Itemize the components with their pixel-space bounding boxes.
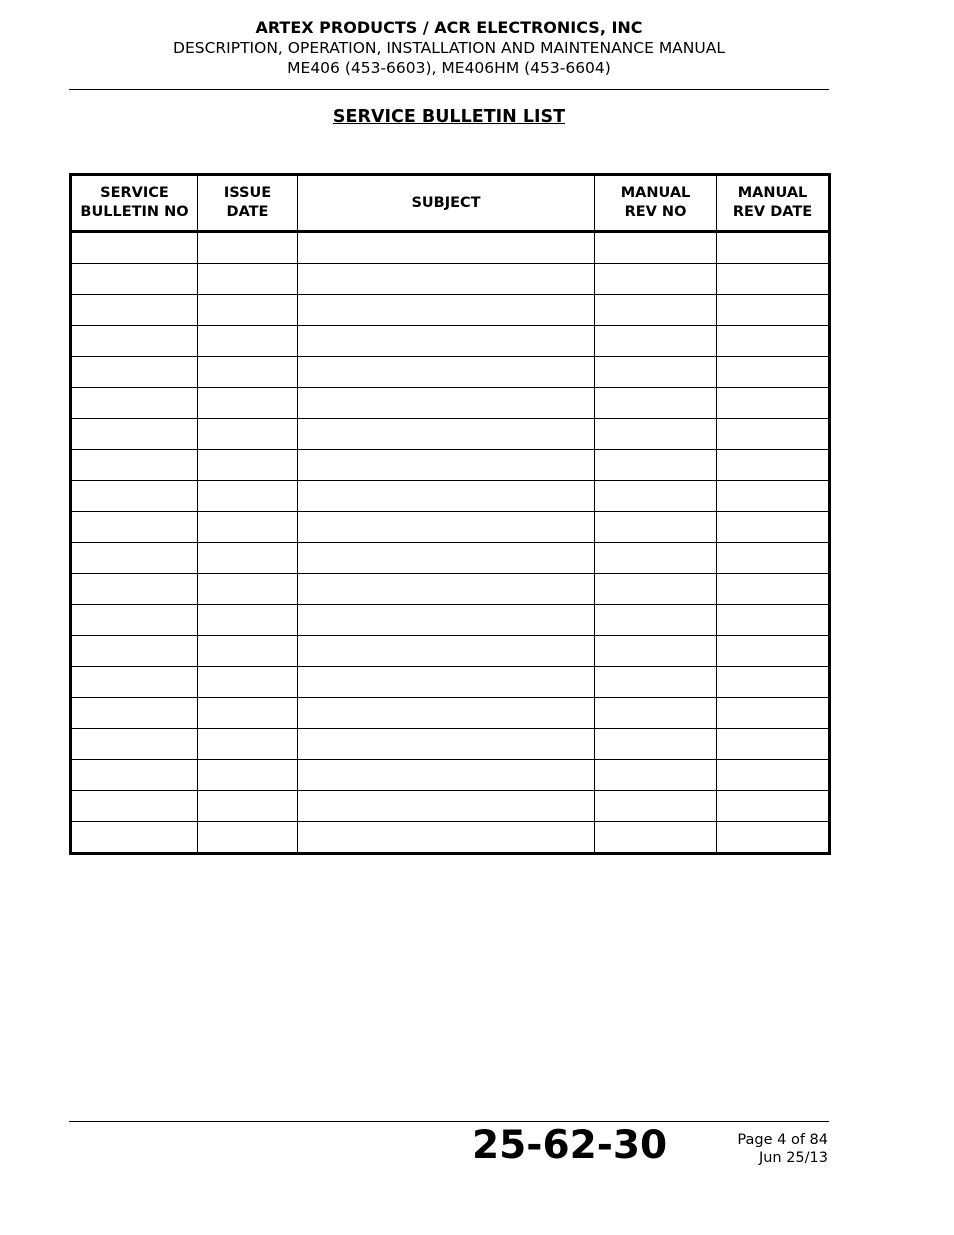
table-cell [595, 698, 717, 729]
table-cell [717, 357, 830, 388]
table-cell [717, 698, 830, 729]
table-cell [71, 698, 198, 729]
table-cell [71, 822, 198, 854]
table-cell [298, 419, 595, 450]
service-bulletin-table [69, 173, 831, 855]
table-cell [717, 760, 830, 791]
table-cell [595, 450, 717, 481]
table-cell [71, 419, 198, 450]
table-cell [595, 357, 717, 388]
revision-date: Jun 25/13 [758, 1150, 828, 1166]
table-cell [717, 512, 830, 543]
table-cell [717, 667, 830, 698]
table-cell [595, 512, 717, 543]
table-cell [298, 481, 595, 512]
table-cell [198, 388, 298, 419]
table-cell [717, 729, 830, 760]
table-cell [717, 419, 830, 450]
table-cell [198, 729, 298, 760]
table-cell [595, 543, 717, 574]
column-header-manual-rev-no: MANUAL REV NO [595, 175, 717, 232]
table-cell [595, 264, 717, 295]
table-cell [595, 605, 717, 636]
column-header-issue-date: ISSUE DATE [198, 175, 298, 232]
table-cell [198, 698, 298, 729]
table-cell [717, 264, 830, 295]
table-cell [298, 667, 595, 698]
table-cell [298, 760, 595, 791]
table-row [71, 791, 830, 822]
table-cell [717, 326, 830, 357]
table-cell [198, 636, 298, 667]
table-cell [198, 481, 298, 512]
table-cell [198, 295, 298, 326]
table-cell [71, 791, 198, 822]
table-cell [71, 636, 198, 667]
table-row [71, 357, 830, 388]
table-cell [717, 822, 830, 854]
table-cell [71, 450, 198, 481]
column-header-subject: SUBJECT [298, 175, 595, 232]
table-cell [298, 605, 595, 636]
table-cell [595, 295, 717, 326]
table-cell [595, 822, 717, 854]
table-row [71, 232, 830, 264]
table-row [71, 574, 830, 605]
table-cell [298, 574, 595, 605]
manual-title: DESCRIPTION, OPERATION, INSTALLATION AND MAINTENANCE MANUAL [173, 39, 725, 57]
table-cell [298, 326, 595, 357]
table-row [71, 419, 830, 450]
table-cell [198, 822, 298, 854]
table-cell [298, 543, 595, 574]
table-cell [717, 481, 830, 512]
document-header [0, 18, 898, 78]
document-number: 25-62-30 [472, 1123, 668, 1168]
table-cell [298, 450, 595, 481]
table-cell [198, 512, 298, 543]
table-row [71, 388, 830, 419]
table-cell [717, 543, 830, 574]
table-cell [71, 760, 198, 791]
table-row [71, 450, 830, 481]
table-cell [198, 450, 298, 481]
table-cell [71, 481, 198, 512]
table-row [71, 605, 830, 636]
table-cell [71, 232, 198, 264]
table-cell [717, 450, 830, 481]
table-cell [198, 419, 298, 450]
table-cell [71, 543, 198, 574]
table-row [71, 264, 830, 295]
table-cell [595, 729, 717, 760]
header-divider [69, 89, 829, 90]
table-cell [71, 326, 198, 357]
column-header-service-bulletin-no: SERVICE BULLETIN NO [71, 175, 198, 232]
table-cell [717, 388, 830, 419]
table-cell [717, 791, 830, 822]
footer-divider [69, 1121, 829, 1122]
table-cell [71, 264, 198, 295]
table-cell [595, 760, 717, 791]
table-cell [71, 295, 198, 326]
page-title: SERVICE BULLETIN LIST [332, 107, 566, 127]
table-cell [717, 295, 830, 326]
table-cell [198, 264, 298, 295]
table-row [71, 636, 830, 667]
table-cell [298, 636, 595, 667]
table-cell [298, 822, 595, 854]
table-row [71, 760, 830, 791]
table-row [71, 729, 830, 760]
table-row [71, 543, 830, 574]
table-cell [298, 295, 595, 326]
table-cell [298, 388, 595, 419]
table-row [71, 667, 830, 698]
table-cell [198, 667, 298, 698]
table-cell [595, 636, 717, 667]
table-cell [198, 232, 298, 264]
table-cell [717, 574, 830, 605]
table-cell [198, 791, 298, 822]
table-cell [595, 791, 717, 822]
table-cell [71, 667, 198, 698]
table-cell [717, 232, 830, 264]
table-row [71, 295, 830, 326]
table-cell [595, 232, 717, 264]
table-row [71, 326, 830, 357]
table-cell [71, 574, 198, 605]
table-cell [595, 574, 717, 605]
table-cell [298, 512, 595, 543]
table-cell [198, 543, 298, 574]
table-cell [717, 605, 830, 636]
column-header-manual-rev-date: MANUAL REV DATE [717, 175, 830, 232]
page-info [737, 1131, 828, 1167]
table-cell [198, 357, 298, 388]
page-number: Page 4 of 84 [737, 1132, 828, 1148]
table-cell [198, 574, 298, 605]
table-cell [71, 388, 198, 419]
table-row [71, 481, 830, 512]
table-cell [298, 791, 595, 822]
table-row [71, 698, 830, 729]
table-cell [595, 419, 717, 450]
table-cell [198, 760, 298, 791]
table-cell [198, 326, 298, 357]
table-row [71, 822, 830, 854]
table-cell [595, 481, 717, 512]
table-body [71, 232, 830, 854]
table-cell [71, 605, 198, 636]
table-header-row [71, 175, 830, 232]
table-row [71, 512, 830, 543]
table-cell [298, 232, 595, 264]
table-cell [717, 636, 830, 667]
table-cell [595, 326, 717, 357]
table-cell [595, 667, 717, 698]
table-cell [71, 729, 198, 760]
table-cell [298, 698, 595, 729]
model-numbers: ME406 (453-6603), ME406HM (453-6604) [287, 59, 611, 77]
table-cell [298, 264, 595, 295]
table-cell [71, 512, 198, 543]
table-cell [595, 388, 717, 419]
table-cell [298, 357, 595, 388]
table-cell [71, 357, 198, 388]
table-cell [198, 605, 298, 636]
company-name: ARTEX PRODUCTS / ACR ELECTRONICS, INC [255, 18, 643, 37]
table-cell [298, 729, 595, 760]
